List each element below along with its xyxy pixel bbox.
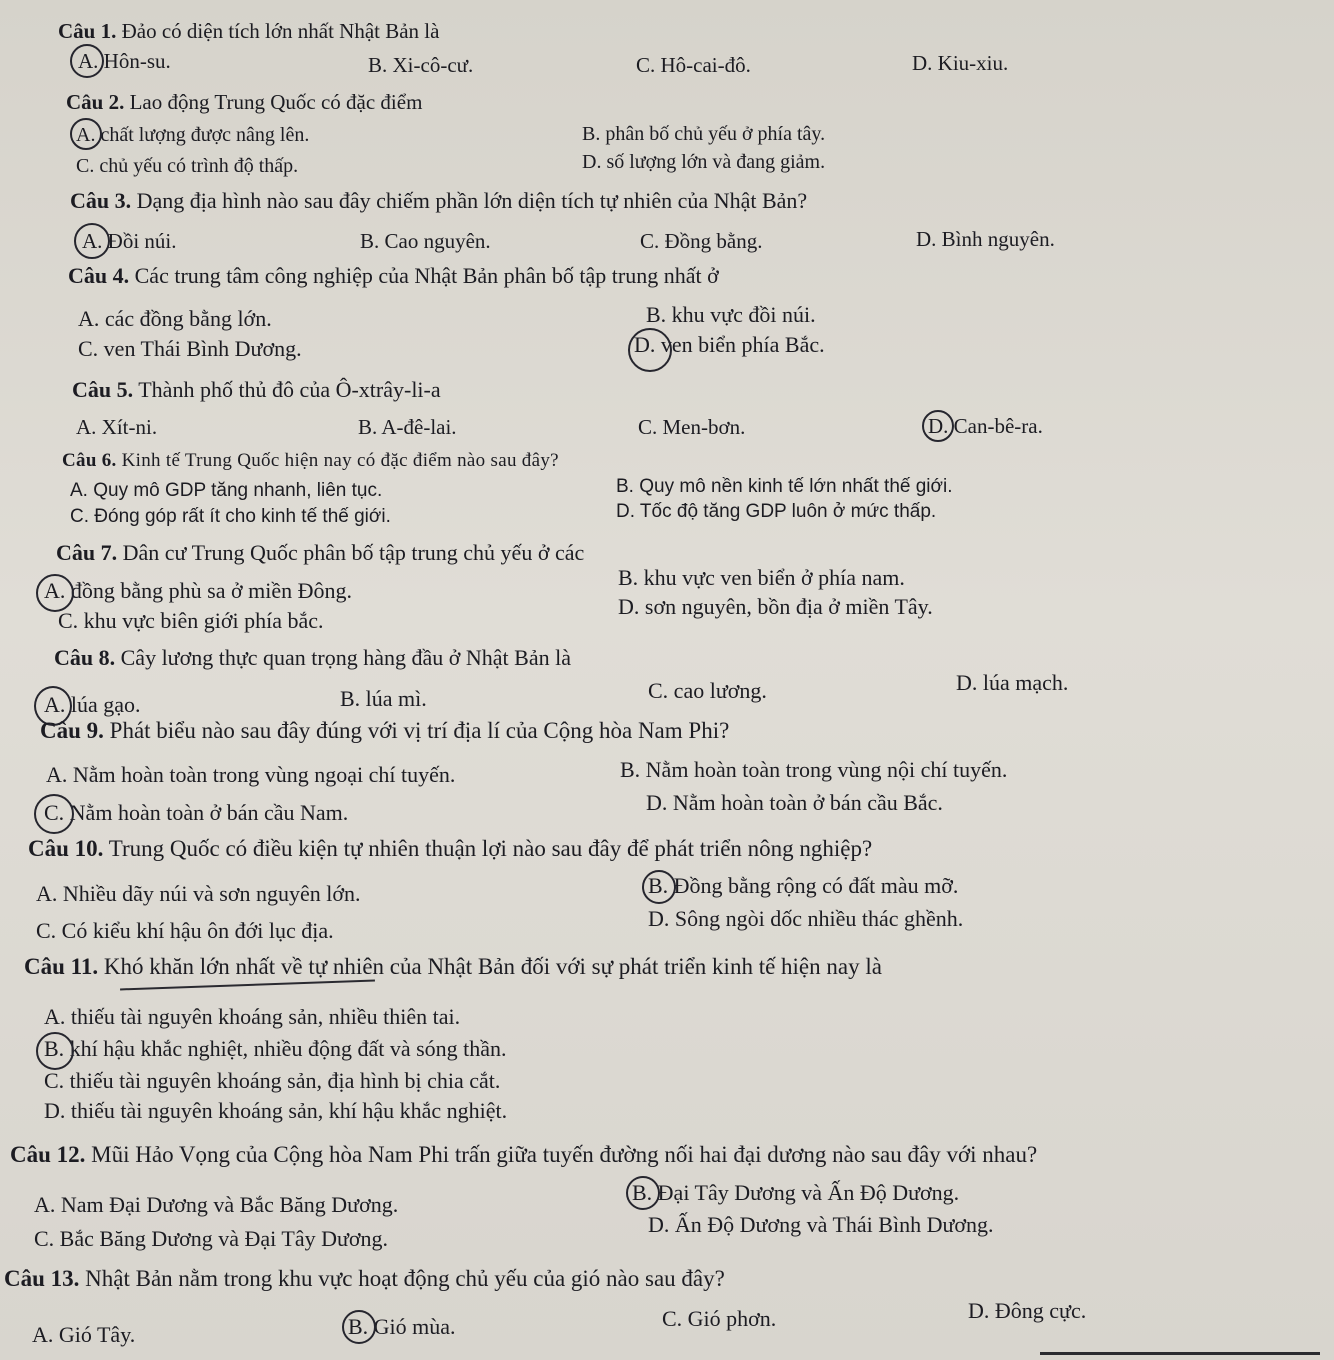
question-6-option-b[interactable]: B. Quy mô nền kinh tế lớn nhất thế giới. [616,476,953,497]
question-number: Câu 12. [10,1142,86,1167]
question-8 [54,645,571,671]
question-1-option-c[interactable]: C. Hô-cai-đô. [636,53,751,77]
question-3-option-a[interactable]: A. Đồi núi. [82,229,177,253]
question-12 [10,1142,1037,1168]
question-13-option-b[interactable]: B. Gió mùa. [348,1314,456,1339]
question-2 [66,89,422,115]
question-1-option-a[interactable]: A. Hôn-su. [78,49,171,73]
question-6-option-d[interactable]: D. Tốc độ tăng GDP luôn ở mức thấp. [616,501,937,522]
question-stem: Khó khăn lớn nhất về tự nhiên của Nhật Bản đối với sự phát triển kinh tế hiện nay là [103,954,882,979]
page-edge-line [1040,1352,1320,1355]
question-number: Câu 4. [68,263,130,288]
question-13 [4,1266,725,1292]
question-2-option-a[interactable]: A. chất lượng được nâng lên. [76,124,310,146]
question-13-option-a[interactable]: A. Gió Tây. [32,1322,136,1347]
question-number: Câu 2. [66,90,125,114]
question-stem: Trung Quốc có điều kiện tự nhiên thuận lợi nào sau đây để phát triển nông nghiệp? [108,836,873,861]
question-number: Câu 5. [72,377,134,402]
question-6 [62,448,559,474]
question-10 [28,836,872,862]
question-4 [68,263,719,289]
question-number: Câu 11. [24,954,99,979]
question-12-option-a[interactable]: A. Nam Đại Dương và Bắc Băng Dương. [34,1192,399,1217]
question-number: Câu 9. [40,718,104,743]
question-10-option-b[interactable]: B. Đồng bằng rộng có đất màu mỡ. [648,873,959,898]
question-7 [56,540,584,566]
question-stem: Dạng địa hình nào sau đây chiếm phần lớn diện tích tự nhiên của Nhật Bản? [136,188,808,213]
question-stem: Lao động Trung Quốc có đặc điểm [129,90,423,114]
question-7-option-b[interactable]: B. khu vực ven biển ở phía nam. [618,565,905,590]
question-3-option-d[interactable]: D. Bình nguyên. [916,227,1055,251]
underline-mark [120,980,375,991]
question-2-option-d[interactable]: D. số lượng lớn và đang giảm. [582,151,826,173]
question-10-option-a[interactable]: A. Nhiều dãy núi và sơn nguyên lớn. [36,881,361,906]
question-9 [40,718,729,744]
question-5 [72,377,441,403]
question-7-option-c[interactable]: C. khu vực biên giới phía bắc. [58,608,324,633]
question-4-option-b[interactable]: B. khu vực đồi núi. [646,302,816,327]
question-3-option-c[interactable]: C. Đồng bằng. [640,229,763,253]
question-stem: Cây lương thực quan trọng hàng đầu ở Nhật Bản là [120,645,571,670]
question-number: Câu 6. [62,450,117,471]
question-stem: Phát biểu nào sau đây đúng với vị trí địa lí của Cộng hòa Nam Phi? [109,718,730,743]
question-13-option-d[interactable]: D. Đông cực. [968,1298,1087,1323]
question-number: Câu 10. [28,836,104,861]
question-stem: Thành phố thủ đô của Ô-xtrây-li-a [138,377,441,402]
question-13-option-c[interactable]: C. Gió phơn. [662,1306,777,1331]
question-7-option-d[interactable]: D. sơn nguyên, bồn địa ở miền Tây. [618,594,933,619]
question-1-option-b[interactable]: B. Xi-cô-cư. [368,53,474,77]
question-number: Câu 8. [54,645,116,670]
question-1 [58,18,439,44]
question-stem: Các trung tâm công nghiệp của Nhật Bản phân bố tập trung nhất ở [134,263,719,288]
question-3 [70,188,807,214]
question-4-option-a[interactable]: A. các đồng bằng lớn. [78,306,272,331]
question-number: Câu 7. [56,540,118,565]
question-number: Câu 13. [4,1266,80,1291]
question-5-option-c[interactable]: C. Men-bơn. [638,415,746,439]
question-7-option-a[interactable]: A. đồng bằng phù sa ở miền Đông. [44,578,352,603]
question-9-option-d[interactable]: D. Nằm hoàn toàn ở bán cầu Bắc. [646,790,943,815]
question-9-option-c[interactable]: C. Nằm hoàn toàn ở bán cầu Nam. [44,800,349,825]
question-stem: Mũi Hảo Vọng của Cộng hòa Nam Phi trấn giữa tuyến đường nối hai đại dương nào sau đây với nhau? [91,1142,1038,1167]
question-6-option-a[interactable]: A. Quy mô GDP tăng nhanh, liên tục. [70,480,383,501]
question-5-option-d[interactable]: D. Can-bê-ra. [928,414,1043,438]
question-2-option-c[interactable]: C. chủ yếu có trình độ thấp. [76,155,299,177]
question-stem: Nhật Bản nằm trong khu vực hoạt động chủ yếu của gió nào sau đây? [85,1266,725,1291]
question-5-option-b[interactable]: B. A-đê-lai. [358,415,457,439]
question-4-option-d[interactable]: D. ven biển phía Bắc. [634,332,825,357]
question-11 [24,954,882,980]
question-number: Câu 3. [70,188,132,213]
question-8-option-c[interactable]: C. cao lương. [648,678,767,703]
question-12-option-c[interactable]: C. Bắc Băng Dương và Đại Tây Dương. [34,1226,389,1251]
question-10-option-d[interactable]: D. Sông ngòi dốc nhiều thác ghềnh. [648,906,964,931]
question-4-option-c[interactable]: C. ven Thái Bình Dương. [78,336,302,361]
question-8-option-d[interactable]: D. lúa mạch. [956,670,1069,695]
question-10-option-c[interactable]: C. Có kiểu khí hậu ôn đới lục địa. [36,918,334,943]
question-11-option-b[interactable]: B. khí hậu khắc nghiệt, nhiều động đất và sóng thần. [44,1036,507,1061]
question-1-option-d[interactable]: D. Kiu-xiu. [912,51,1009,75]
question-stem: Dân cư Trung Quốc phân bố tập trung chủ yếu ở các [122,540,585,565]
question-stem: Kinh tế Trung Quốc hiện nay có đặc điểm nào sau đây? [121,450,559,471]
question-11-option-d[interactable]: D. thiếu tài nguyên khoáng sản, khí hậu khắc nghiệt. [44,1098,508,1123]
question-5-option-a[interactable]: A. Xít-ni. [76,415,158,439]
question-6-option-c[interactable]: C. Đóng góp rất ít cho kinh tế thế giới. [70,506,391,527]
question-stem: Đảo có diện tích lớn nhất Nhật Bản là [121,19,440,43]
question-9-option-b[interactable]: B. Nằm hoàn toàn trong vùng nội chí tuyến. [620,757,1008,782]
question-3-option-b[interactable]: B. Cao nguyên. [360,229,491,253]
question-number: Câu 1. [58,19,117,43]
question-11-option-c[interactable]: C. thiếu tài nguyên khoáng sản, địa hình bị chia cắt. [44,1068,501,1093]
question-12-option-b[interactable]: B. Đại Tây Dương và Ấn Độ Dương. [632,1180,960,1205]
question-12-option-d[interactable]: D. Ấn Độ Dương và Thái Bình Dương. [648,1212,994,1237]
question-11-option-a[interactable]: A. thiếu tài nguyên khoáng sản, nhiều thiên tai. [44,1004,461,1029]
question-8-option-a[interactable]: A. lúa gạo. [44,692,141,717]
question-8-option-b[interactable]: B. lúa mì. [340,686,427,711]
question-9-option-a[interactable]: A. Nằm hoàn toàn trong vùng ngoại chí tuyến. [46,762,456,787]
question-2-option-b[interactable]: B. phân bố chủ yếu ở phía tây. [582,123,826,145]
